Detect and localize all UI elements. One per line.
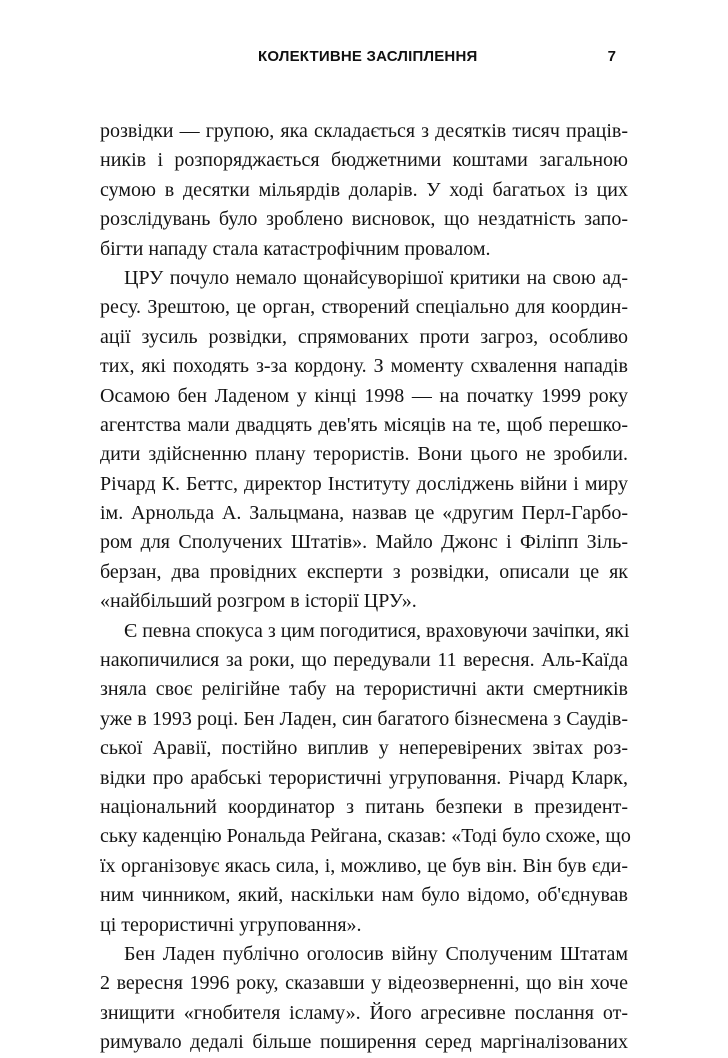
text-line: відки про арабські терористичні угруповання. Річард Кларк, xyxy=(100,766,628,789)
text-line: зняла своє релігійне табу на терористичні акти смертників xyxy=(100,678,628,701)
text-line: Бен Ладен публічно оголосив війну Сполученим Штатам xyxy=(124,942,628,965)
running-header xyxy=(100,48,628,72)
text-line: 2 вересня 1996 року, сказавши у відеозверненні, що він хоче xyxy=(100,972,628,995)
text-line: ресу. Зрештою, це орган, створений спеціально для координ- xyxy=(100,296,628,319)
text-line: дити здійсненню плану терористів. Вони цього не зробили. xyxy=(100,443,628,466)
text-line: ників і розпоряджається бюджетними коштами загальною xyxy=(100,149,628,172)
page-number: 7 xyxy=(607,48,616,65)
body-text xyxy=(100,117,631,1058)
text-line: римувало дедалі більше поширення серед маргіналізованих xyxy=(100,1031,628,1054)
text-line: ську каденцію Рональда Рейгана, сказав: «Тоді було схоже, що xyxy=(100,825,631,848)
text-line: уже в 1993 році. Бен Ладен, син багатого бізнесмена з Саудів- xyxy=(100,707,628,730)
text-line: Осамою бен Ладеном у кінці 1998 — на початку 1999 року xyxy=(100,384,628,407)
text-line: ці терористичні угруповання». xyxy=(100,913,362,936)
text-line: агентства мали двадцять дев'ять місяців на те, щоб перешко- xyxy=(100,413,628,436)
text-line: сумою в десятки мільярдів доларів. У ході багатьох із цих xyxy=(100,178,628,201)
text-line: ім. Арнольда А. Зальцмана, назвав це «другим Перл-Гарбо- xyxy=(100,502,628,525)
text-line: Є певна спокуса з цим погодитися, враховуючи зачіпки, які xyxy=(124,619,630,642)
paragraph xyxy=(100,940,628,1058)
text-line: накопичилися за роки, що передували 11 вересня. Аль-Каїда xyxy=(100,649,628,672)
text-line: Річард К. Беттс, директор Інституту досліджень війни і миру xyxy=(100,472,628,495)
text-line: національний координатор з питань безпеки в президент- xyxy=(100,795,628,818)
text-line: ської Аравії, постійно виплив у неперевірених звітах роз- xyxy=(100,737,628,760)
text-line: ЦРУ почуло немало щонайсуворішої критики на свою ад- xyxy=(124,266,628,289)
text-line: ації зусиль розвідки, спрямованих проти загроз, особливо xyxy=(100,325,628,348)
text-line: берзан, два провідних експерти з розвідки, описали це як xyxy=(100,560,628,583)
paragraph xyxy=(100,117,628,264)
text-line: ром для Сполучених Штатів». Майло Джонс і Філіпп Зіль- xyxy=(100,531,628,554)
text-line: розвідки — групою, яка складається з десятків тисяч працiв- xyxy=(100,120,628,142)
text-line: бігти нападу стала катастрофічним провалом. xyxy=(100,237,491,260)
text-line: «найбільший розгром в історії ЦРУ». xyxy=(100,590,417,613)
text-line: ним чинником, який, наскільки нам було відомо, об'єднував xyxy=(100,884,628,907)
running-header-title: КОЛЕКТИВНЕ ЗАСЛІПЛЕННЯ xyxy=(258,48,478,65)
text-line: їх організовує якась сила, і, можливо, це був він. Він був єди- xyxy=(100,854,628,877)
text-line: знищити «гнобителя ісламу». Його агресивне послання от- xyxy=(100,1001,628,1024)
text-line: розслідувань було зроблено висновок, що нездатність запо- xyxy=(100,208,628,231)
paragraph xyxy=(100,617,631,940)
paragraph xyxy=(100,264,628,617)
text-line: тих, які походять з-за кордону. З моменту схвалення нападів xyxy=(100,355,628,378)
